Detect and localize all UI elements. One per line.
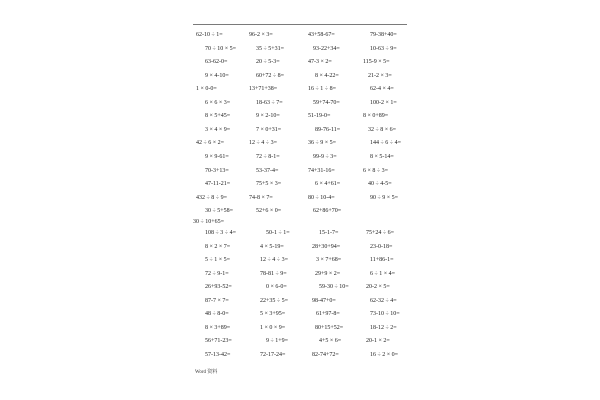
problem-single-line: 30 ÷ 10+65= bbox=[193, 219, 225, 225]
problem-cell: 78-81 ÷ 9= bbox=[260, 270, 287, 277]
problem-cell: 80+15+52= bbox=[315, 324, 344, 331]
problem-row bbox=[0, 83, 600, 95]
problem-row bbox=[0, 349, 600, 361]
problem-cell: 74+31-16= bbox=[308, 167, 335, 174]
problem-cell: 9 ÷ 1+9= bbox=[266, 338, 289, 344]
problem-cell: 80 ÷ 10-4= bbox=[308, 194, 335, 201]
problem-cell: 9 × 9-61= bbox=[205, 153, 229, 160]
problem-cell: 61+97-8= bbox=[316, 311, 340, 317]
problem-cell: 0 × 6-0= bbox=[266, 284, 287, 290]
problem-cell: 6 × 6 × 3= bbox=[205, 99, 231, 106]
problem-cell: 98-47+0= bbox=[312, 297, 336, 304]
problem-cell: 47-3 × 2= bbox=[308, 59, 332, 66]
problem-cell: 4 × 5-19= bbox=[260, 243, 284, 250]
problem-cell: 9 × 4-10= bbox=[205, 72, 229, 79]
problem-cell: 90 ÷ 9 × 5= bbox=[370, 194, 399, 201]
problem-row bbox=[0, 178, 600, 190]
footer-label: Word 资料 bbox=[195, 370, 218, 375]
problem-cell: 48 ÷ 8-0= bbox=[205, 311, 229, 317]
problem-cell: 144 ÷ 6 ÷ 4= bbox=[370, 140, 401, 147]
problem-row bbox=[0, 192, 600, 204]
problem-cell: 60+72 ÷ 8= bbox=[256, 72, 285, 79]
problem-row bbox=[0, 268, 600, 280]
problem-row bbox=[0, 227, 600, 239]
problem-row bbox=[0, 124, 600, 136]
problem-cell: 75+24 ÷ 6= bbox=[366, 230, 395, 236]
problem-cell: 20-1 × 2= bbox=[366, 338, 390, 344]
problem-cell: 28+30+94= bbox=[312, 243, 341, 250]
problem-cell: 53-37-4= bbox=[256, 167, 279, 174]
problem-cell: 26+93-52= bbox=[205, 284, 232, 290]
problem-cell: 57-13-42= bbox=[205, 351, 231, 358]
problem-cell: 32 ÷ 8 × 6= bbox=[368, 126, 397, 133]
problem-cell: 1 × 0 × 9= bbox=[260, 324, 286, 331]
problem-cell: 16 ÷ 2 × 0= bbox=[370, 351, 399, 358]
problem-row bbox=[0, 70, 600, 82]
problem-cell: 18-63 ÷ 7= bbox=[256, 99, 283, 106]
problem-cell: 8 × 3+89= bbox=[205, 324, 231, 331]
problem-cell: 6 × 8 ÷ 3= bbox=[363, 167, 389, 174]
problem-cell: 5 ÷ 1 × 5= bbox=[205, 257, 231, 263]
problem-cell: 20 ÷ 5-3= bbox=[256, 59, 280, 66]
problem-cell: 59-30 ÷ 10= bbox=[319, 284, 349, 290]
problem-cell: 11+86-1= bbox=[370, 257, 394, 263]
problem-cell: 42 ÷ 6 × 2= bbox=[196, 140, 225, 147]
problem-cell: 82-74+72= bbox=[312, 351, 339, 358]
problem-cell: 22+35 ÷ 5= bbox=[260, 297, 289, 304]
problem-cell: 89-76-11= bbox=[315, 126, 341, 133]
problem-row bbox=[0, 110, 600, 122]
problem-cell: 21-2 × 3= bbox=[368, 72, 392, 79]
problem-row bbox=[0, 241, 600, 253]
problem-row bbox=[0, 205, 600, 217]
problem-cell: 16 ÷ 1 ÷ 8= bbox=[308, 86, 336, 93]
problem-row bbox=[0, 295, 600, 307]
problem-cell: 99-9 ÷ 3= bbox=[313, 153, 337, 160]
problem-cell: 6 × 4+61= bbox=[315, 181, 341, 188]
problem-cell: 8 × 4-22= bbox=[315, 72, 339, 79]
problem-cell: 62-32 ÷ 4= bbox=[370, 297, 397, 304]
problem-row bbox=[0, 137, 600, 149]
problem-cell: 47-11-21= bbox=[205, 181, 231, 188]
problem-cell: 72-17-24= bbox=[260, 351, 286, 358]
problem-cell: 3 × 4 × 9= bbox=[205, 126, 231, 133]
top-divider bbox=[193, 24, 407, 25]
problem-cell: 10-63 ÷ 9= bbox=[370, 45, 397, 52]
problem-cell: 5 × 3+95= bbox=[260, 311, 286, 317]
problem-cell: 52+6 × 0= bbox=[256, 208, 282, 215]
problem-cell: 73-10 ÷ 10= bbox=[370, 311, 400, 317]
problem-cell: 9 × 2-10= bbox=[256, 113, 280, 120]
problem-cell: 62-4 × 4= bbox=[370, 86, 394, 93]
problem-cell: 79-38+40= bbox=[370, 32, 397, 38]
problem-row bbox=[0, 165, 600, 177]
problem-cell: 43+58-67= bbox=[308, 32, 335, 38]
problem-cell: 29+9 × 2= bbox=[315, 270, 341, 277]
problem-row bbox=[0, 29, 600, 41]
problem-cell: 115-9 × 5= bbox=[363, 59, 390, 66]
problem-cell: 18-12 ÷ 2= bbox=[370, 324, 397, 331]
problem-cell: 23-0-18= bbox=[370, 243, 393, 250]
problem-cell: 4+5 × 6= bbox=[319, 338, 342, 344]
problem-cell: 3 × 7+68= bbox=[316, 257, 342, 263]
problem-cell: 93-22+34= bbox=[313, 45, 340, 52]
problem-row bbox=[0, 56, 600, 68]
problem-cell: 87-7 × 7= bbox=[205, 297, 229, 304]
problem-cell: 432 ÷ 8 ÷ 9= bbox=[196, 194, 227, 201]
problem-row bbox=[0, 335, 600, 347]
problem-cell: 8 × 5-14= bbox=[370, 153, 394, 160]
problem-cell: 13+71+38= bbox=[249, 86, 278, 93]
problem-cell: 56+71-23= bbox=[205, 338, 232, 344]
problem-cell: 62-10 ÷ 1= bbox=[196, 32, 223, 38]
problem-cell: 8 × 0+89= bbox=[363, 113, 389, 120]
problem-cell: 70 ÷ 10 × 5= bbox=[205, 45, 237, 52]
problem-cell: 40 ÷ 4-5= bbox=[368, 181, 392, 188]
problem-cell: 35 ÷ 5+31= bbox=[256, 45, 285, 52]
problem-cell: 7 × 0+31= bbox=[256, 126, 282, 133]
problem-cell: 8 × 5+45= bbox=[205, 113, 231, 120]
problem-cell: 6 ÷ 1 × 4= bbox=[370, 270, 396, 277]
problem-cell: 50-1 ÷ 1= bbox=[266, 230, 290, 236]
problem-row bbox=[0, 43, 600, 55]
problem-cell: 8 × 2 × 7= bbox=[205, 243, 231, 250]
problem-cell: 12 ÷ 4 ÷ 3= bbox=[260, 257, 288, 263]
problem-cell: 20-2 × 5= bbox=[366, 284, 390, 290]
problem-cell: 36 ÷ 9 × 5= bbox=[308, 140, 337, 147]
problem-row bbox=[0, 151, 600, 163]
problem-cell: 72 ÷ 9-1= bbox=[205, 270, 229, 277]
problem-cell: 30 ÷ 5+58= bbox=[205, 208, 234, 215]
problem-cell: 96-2 × 3= bbox=[249, 32, 273, 38]
problem-row bbox=[0, 97, 600, 109]
problem-row bbox=[0, 308, 600, 320]
problem-cell: 15-1-7= bbox=[319, 230, 339, 236]
problem-cell: 1 × 0-0= bbox=[196, 86, 217, 93]
problem-cell: 12 ÷ 4 ÷ 3= bbox=[249, 140, 277, 147]
problem-row bbox=[0, 281, 600, 293]
problem-row bbox=[0, 254, 600, 266]
problem-cell: 72 ÷ 8-1= bbox=[256, 153, 280, 160]
problem-cell: 59+74-70= bbox=[313, 99, 340, 106]
problem-cell: 74-8 × 7= bbox=[249, 194, 273, 201]
problem-cell: 100-2 × 1= bbox=[370, 99, 397, 106]
problem-cell: 70-3+13= bbox=[205, 167, 229, 174]
problem-cell: 75+5 × 3= bbox=[256, 181, 282, 188]
problem-cell: 63-62-0= bbox=[205, 59, 228, 66]
problem-cell: 108 ÷ 3 ÷ 4= bbox=[205, 230, 236, 236]
problem-cell: 51-19-0= bbox=[308, 113, 331, 120]
problem-cell: 62+86+70= bbox=[313, 208, 342, 215]
problem-row bbox=[0, 322, 600, 334]
